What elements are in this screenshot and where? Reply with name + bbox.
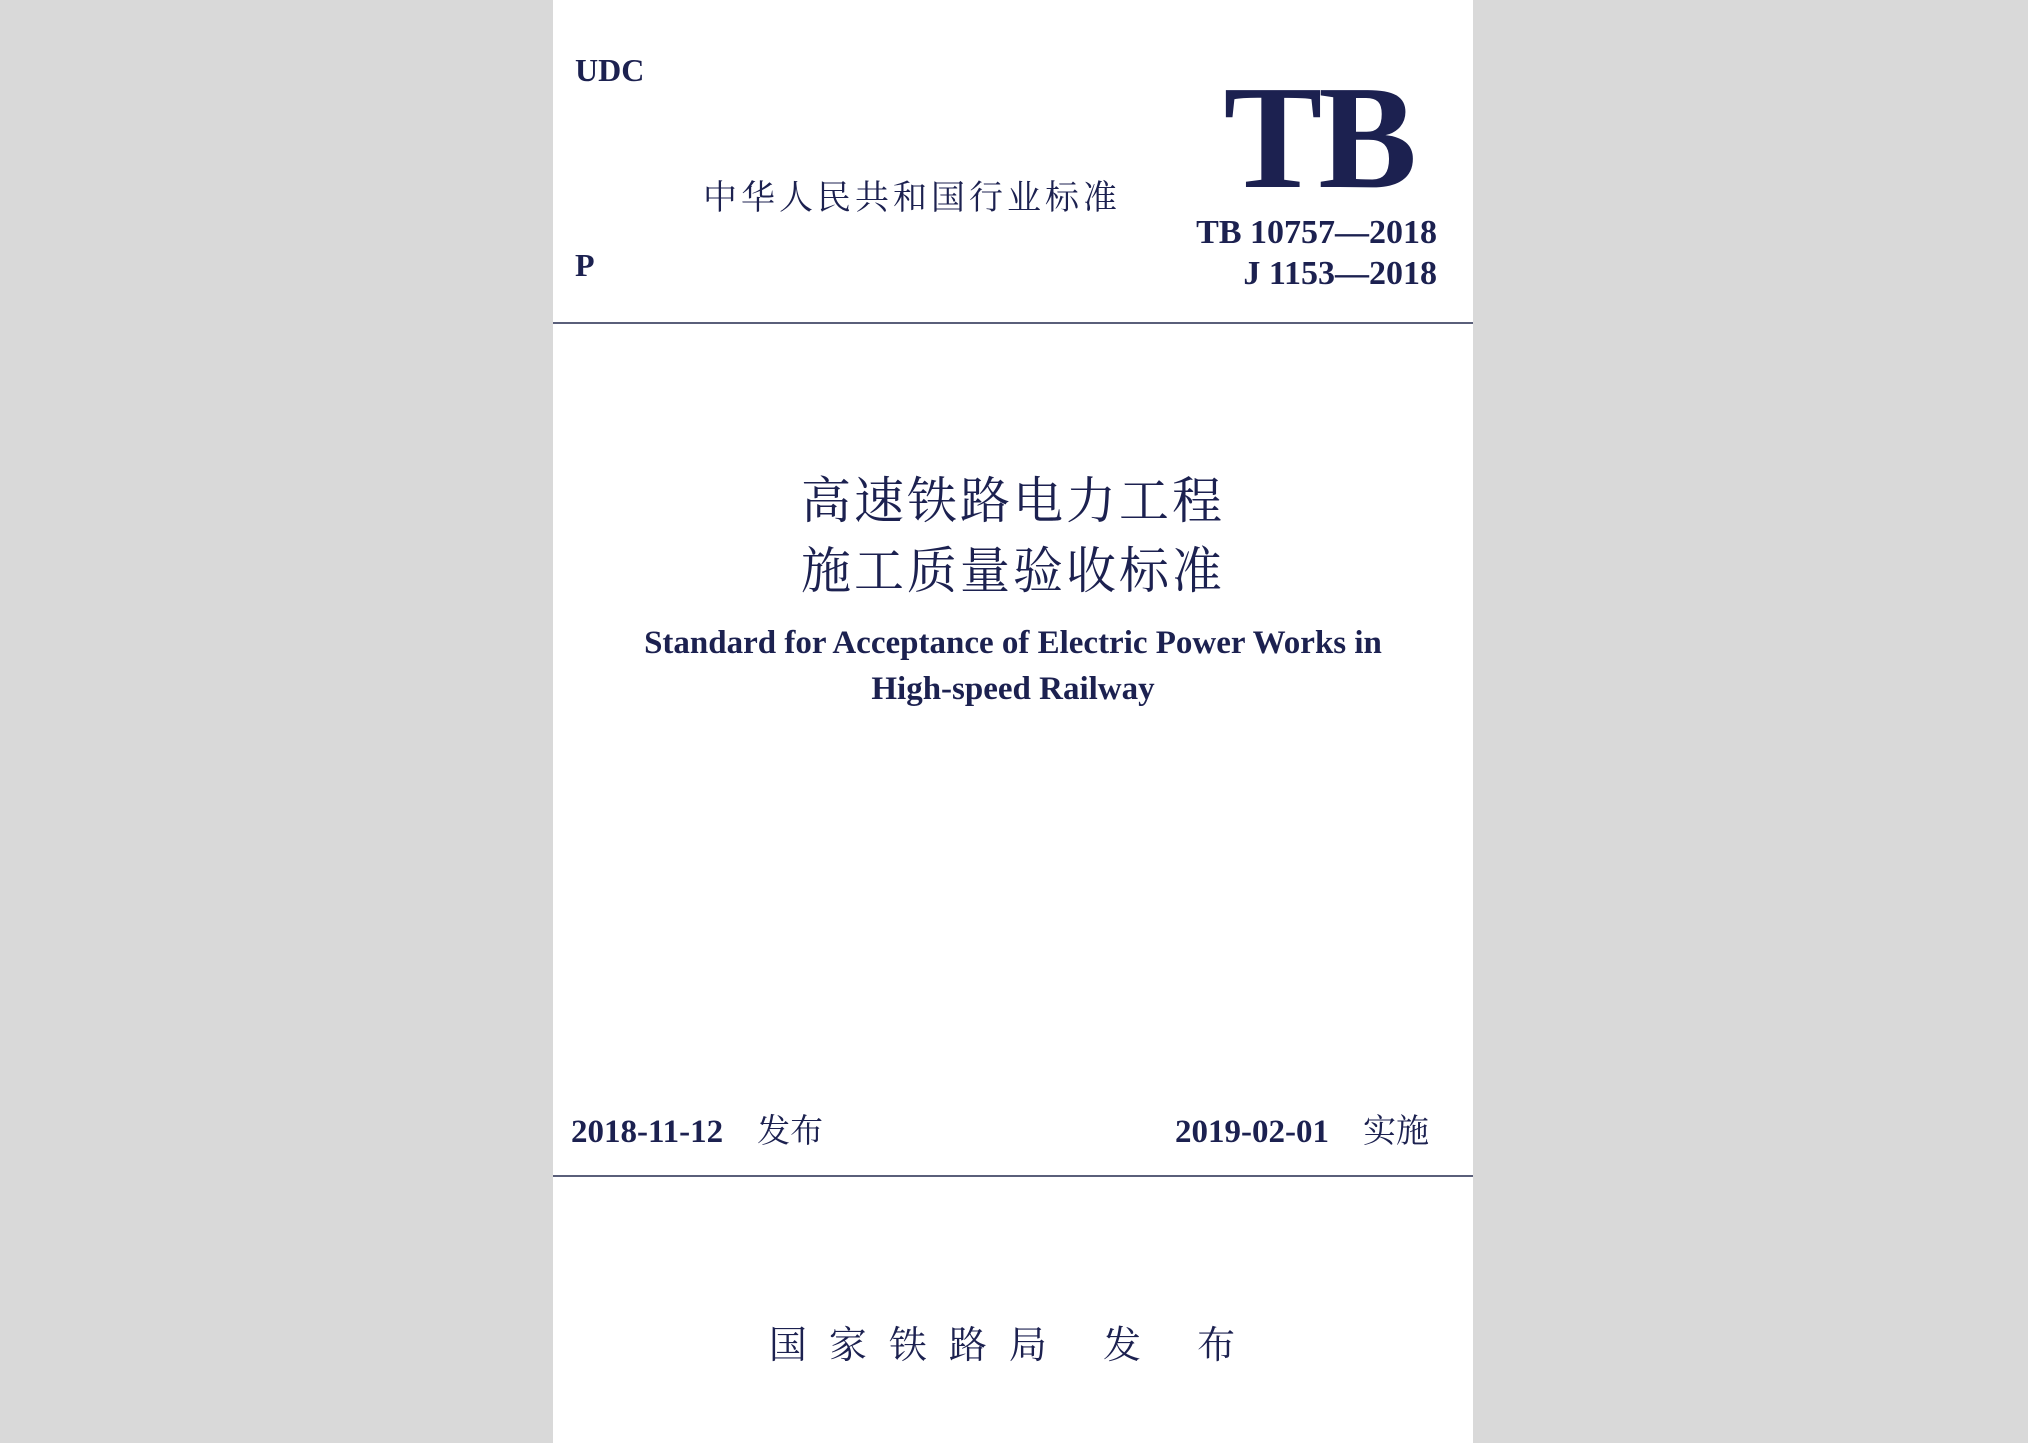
standard-code-tb: TB 10757—2018 (1196, 214, 1437, 251)
bottom-divider (553, 1175, 1473, 1177)
udc-label: UDC (575, 52, 645, 88)
standard-code-j: J 1153—2018 (1243, 255, 1437, 292)
classification-letter: P (575, 247, 595, 283)
issue-date (571, 1105, 823, 1152)
implementation-date-value: 2019-02-01 (1175, 1114, 1329, 1150)
implementation-date-label: 实施 (1363, 1111, 1429, 1150)
implementation-date (1175, 1105, 1429, 1152)
title-chinese (553, 466, 1473, 606)
publisher: 国家铁路局 发 布 (768, 1323, 1258, 1367)
title-chinese-line-2: 施工质量验收标准 (801, 542, 1225, 600)
title-english-line-2: High-speed Railway (871, 671, 1155, 707)
title-english (553, 620, 1473, 712)
issue-date-value: 2018-11-12 (571, 1114, 724, 1150)
tb-logo: TB (1223, 56, 1413, 220)
top-divider (553, 322, 1473, 324)
title-english-line-1: Standard for Acceptance of Electric Power Works in (644, 625, 1382, 661)
standard-cover (553, 0, 1473, 1443)
title-chinese-line-1: 高速铁路电力工程 (801, 472, 1225, 530)
issue-date-label: 发布 (757, 1111, 824, 1150)
standard-type: 中华人民共和国行业标准 (703, 178, 1121, 218)
